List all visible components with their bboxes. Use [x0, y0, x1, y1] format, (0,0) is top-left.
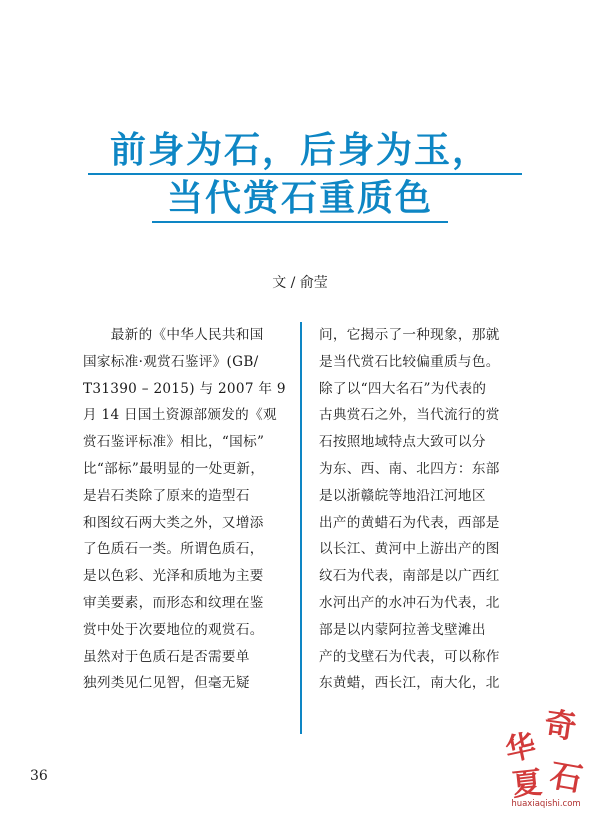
text-line: 最新的《中华人民共和国	[83, 327, 264, 343]
text-line: 是岩石类除了原来的造型石	[83, 487, 250, 504]
article-title-line-2: 当代赏石重质色	[166, 177, 433, 219]
watermark-char-xia: 夏	[510, 765, 544, 804]
text-line: 和图纹石两大类之外，又增添	[83, 514, 264, 531]
text-line: 部是以内蒙阿拉善戈壁滩出	[319, 621, 486, 638]
text-line: 是以色彩、光泽和质地为主要	[83, 568, 264, 585]
text-line: 除了以“四大名石”为代表的	[319, 380, 487, 397]
text-line: 虽然对于色质石是否需要单	[83, 648, 250, 665]
text-line: 纹石为代表，南部是以广西红	[319, 568, 500, 585]
text-line: 石按照地域特点大致可以分	[319, 434, 486, 451]
text-line: 问，它揭示了一种现象，那就	[319, 327, 500, 343]
watermark-url: huaxiaqishi.com	[511, 799, 581, 809]
text-line: 古典赏石之外，当代流行的赏	[319, 407, 500, 424]
text-line: 赏中处于次要地位的观赏石。	[83, 621, 264, 638]
article-title-line-1: 前身为石，后身为玉，	[109, 129, 490, 171]
text-line: 国家标准·观赏石鉴评》(GB/	[83, 353, 259, 370]
text-line: 月 14 日国土资源部颁发的《观	[83, 407, 277, 424]
text-line: 了色质石一类。所谓色质石，	[83, 541, 264, 558]
watermark-logo	[498, 700, 594, 810]
column-divider	[300, 322, 302, 734]
page-number: 36	[30, 768, 48, 784]
watermark-char-hua: 华	[502, 728, 539, 769]
text-line: 以长江、黄河中上游出产的图	[319, 541, 500, 558]
title-underline-2	[152, 221, 448, 223]
left-column	[83, 322, 288, 697]
author-byline: 文 / 俞莹	[272, 275, 328, 291]
text-line: 审美要素，而形态和纹理在鉴	[83, 594, 264, 611]
text-line: 独列类见仁见智，但毫无疑	[83, 675, 250, 692]
text-line: 水河出产的水冲石为代表，北	[319, 594, 500, 611]
watermark-char-qi: 奇	[541, 704, 579, 747]
text-line: 是以浙赣皖等地沿江河地区	[319, 487, 486, 504]
text-line: 产的戈壁石为代表，可以称作	[319, 648, 500, 665]
right-column	[319, 322, 524, 697]
text-line: 东黄蜡，西长江，南大化，北	[319, 675, 500, 692]
text-line: 为东、西、南、北四方：东部	[319, 460, 500, 477]
watermark-char-shi: 石	[547, 755, 586, 799]
title-underline-1	[88, 173, 522, 175]
text-line: 比“部标”最明显的一处更新，	[83, 460, 265, 477]
text-line: 赏石鉴评标准》相比，“国标”	[83, 434, 265, 451]
text-line: 是当代赏石比较偏重质与色。	[319, 353, 500, 370]
text-line: T31390 – 2015) 与 2007 年 9	[83, 380, 286, 397]
text-line: 出产的黄蜡石为代表，西部是	[319, 514, 500, 531]
